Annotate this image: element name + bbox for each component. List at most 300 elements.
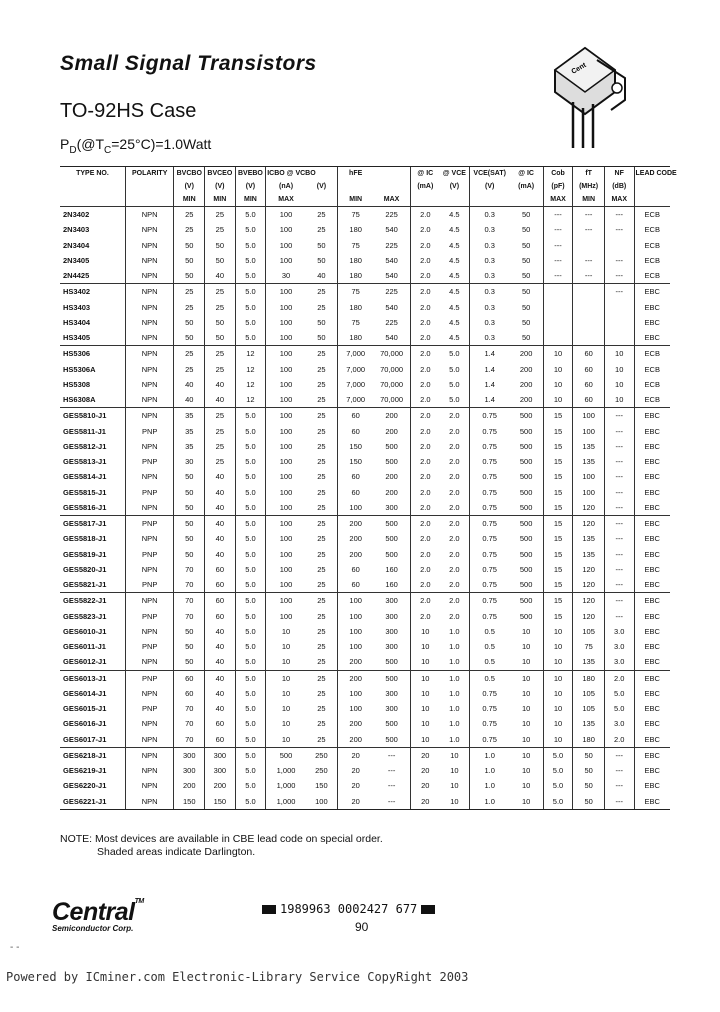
table-cell: 200	[174, 778, 205, 793]
table-cell: EBC	[634, 670, 670, 686]
table-cell: 0.75	[469, 408, 509, 424]
table-cell: 60	[205, 609, 236, 624]
table-cell: 0.75	[469, 686, 509, 701]
table-cell	[543, 315, 573, 330]
table-cell: 1.0	[469, 794, 509, 810]
spec-table	[60, 166, 677, 810]
table-cell: 5.0	[235, 763, 266, 778]
table-cell: 100	[266, 609, 306, 624]
table-cell: 100	[337, 686, 373, 701]
table-cell: 300	[385, 688, 398, 698]
table-cell: 5.0	[449, 379, 460, 389]
table-cell: 135	[573, 531, 605, 546]
table-cell: 2.0	[449, 502, 460, 512]
table-cell: 50	[174, 639, 205, 654]
table-cell: 15	[543, 609, 573, 624]
type-number-cell: 2N4425	[63, 271, 90, 281]
table-cell: 2.0	[410, 300, 440, 315]
table-cell: 1.4	[469, 392, 509, 408]
table-cell: 5.0	[235, 562, 266, 577]
table-cell: 50	[174, 547, 205, 562]
table-cell: 50	[573, 794, 605, 810]
table-cell: 2.0	[449, 611, 460, 621]
table-cell: 60	[573, 346, 605, 362]
table-cell: 0.75	[469, 439, 509, 454]
table-cell: 7,000	[337, 362, 373, 377]
table-cell: 50	[174, 516, 205, 532]
type-number-cell: GES6015-J1	[63, 704, 107, 714]
table-cell: 70	[174, 716, 205, 731]
table-cell: PNP	[125, 424, 174, 439]
header-cell	[410, 193, 440, 207]
table-cell: EBC	[634, 701, 670, 716]
table-cell: 25	[317, 441, 326, 451]
table-cell: 25	[174, 207, 205, 223]
table-cell: 200	[373, 408, 410, 424]
header-cell: (nA)	[266, 180, 306, 193]
table-cell: ---	[604, 439, 634, 454]
table-cell: 5.0	[604, 701, 634, 716]
table-cell: 5.0	[440, 346, 470, 362]
table-cell: 25	[317, 642, 326, 652]
table-cell: 5.0	[235, 485, 266, 500]
table-cell: 5.0	[235, 686, 266, 701]
table-row	[60, 408, 670, 424]
table-cell: 200	[385, 472, 398, 482]
table-cell: ---	[604, 408, 634, 424]
table-cell: 500	[519, 426, 533, 436]
table-cell: 75	[337, 284, 373, 300]
table-cell: 300	[385, 642, 398, 652]
table-cell: 10	[450, 766, 459, 776]
table-cell: 2.0	[410, 238, 440, 253]
header-cell: @ VCE	[440, 167, 470, 181]
table-row	[60, 238, 670, 253]
table-cell: 1.4	[469, 362, 509, 377]
table-cell: 100	[266, 207, 306, 223]
table-cell: ---	[604, 747, 634, 763]
table-cell: 10	[543, 732, 573, 748]
header-cell	[125, 193, 174, 207]
table-cell: ---	[573, 222, 605, 237]
header-cell: Cob	[543, 167, 573, 181]
table-cell: 70,000	[380, 379, 404, 389]
table-cell: 180	[337, 222, 373, 237]
table-cell: 5.0	[449, 364, 460, 374]
table-cell: NPN	[125, 686, 174, 701]
table-cell: EBC	[634, 763, 670, 778]
table-cell: 300	[373, 593, 410, 609]
table-cell: 10	[266, 624, 306, 639]
table-cell: ---	[604, 562, 634, 577]
table-cell: EBC	[634, 624, 670, 639]
table-cell: 2.0	[449, 441, 460, 451]
type-number-cell: GES5818-J1	[63, 534, 107, 544]
table-cell: 50	[521, 271, 531, 281]
table-cell: NPN	[125, 469, 174, 484]
header-cell: MIN	[205, 193, 236, 207]
table-cell: 3.0	[604, 639, 634, 654]
table-cell: ---	[604, 531, 634, 546]
table-cell: 300	[385, 611, 398, 621]
table-cell: 200	[519, 395, 533, 405]
table-cell: 10	[543, 654, 573, 670]
table-cell: 2.0	[410, 207, 440, 223]
table-cell: 100	[266, 485, 306, 500]
table-cell: 40	[205, 485, 236, 500]
table-cell: 50	[205, 253, 236, 268]
table-cell: 50	[521, 225, 531, 235]
table-cell: ECB	[634, 207, 670, 223]
table-cell: 10	[410, 624, 440, 639]
header-cell: MAX	[543, 193, 573, 207]
table-cell: 5.0	[235, 593, 266, 609]
spec-table-body	[60, 207, 670, 810]
header-cell: @ IC	[410, 167, 440, 181]
table-cell: 50	[573, 763, 605, 778]
table-cell: 100	[266, 238, 306, 253]
table-cell: 60	[337, 408, 373, 424]
table-cell: 50	[174, 654, 205, 670]
table-cell: 50	[317, 333, 326, 343]
table-cell: 2.0	[604, 732, 634, 748]
table-cell: 50	[174, 315, 205, 330]
table-cell: EBC	[634, 639, 670, 654]
barcode-block-right	[421, 905, 435, 914]
table-cell: 0.75	[469, 547, 509, 562]
table-cell: NPN	[125, 716, 174, 731]
table-cell: 200	[519, 364, 533, 374]
table-cell: ---	[604, 485, 634, 500]
table-cell: 10	[509, 747, 543, 763]
type-number-cell: GES5820-J1	[63, 564, 107, 574]
table-cell: 300	[174, 763, 205, 778]
header-cell: POLARITY	[125, 167, 174, 181]
table-cell: 10	[410, 686, 440, 701]
table-cell: EBC	[634, 686, 670, 701]
table-cell: NPN	[125, 500, 174, 516]
table-cell	[573, 238, 605, 253]
table-cell: 180	[337, 330, 373, 346]
table-cell: 100	[573, 469, 605, 484]
table-cell: 1.0	[440, 670, 470, 686]
table-cell: 25	[317, 611, 326, 621]
table-cell: 15	[543, 408, 573, 424]
header-cell: fT	[573, 167, 605, 181]
table-cell: 70,000	[373, 346, 410, 362]
type-number-cell: GES5810-J1	[60, 408, 125, 424]
type-number-cell: GES6016-J1	[63, 719, 107, 729]
table-cell: 500	[519, 564, 533, 574]
table-cell: 100	[266, 547, 306, 562]
table-cell: 25	[174, 222, 205, 237]
table-cell: 300	[205, 763, 236, 778]
table-cell: 7,000	[337, 346, 373, 362]
table-cell: 2.0	[440, 516, 470, 532]
table-cell: 0.75	[469, 531, 509, 546]
table-cell: 100	[266, 516, 306, 532]
table-cell: 50	[205, 315, 236, 330]
table-cell	[604, 300, 634, 315]
table-cell: EBC	[634, 485, 670, 500]
table-cell: 0.3	[469, 268, 509, 284]
table-cell: EBC	[634, 716, 670, 731]
table-cell: 100	[337, 639, 373, 654]
table-cell: ---	[604, 500, 634, 516]
margin-mark: - -	[10, 942, 20, 953]
table-cell: 100	[266, 284, 306, 300]
table-cell: 50	[521, 255, 531, 265]
type-number-cell: GES6012-J1	[63, 657, 107, 667]
table-cell: ECB	[634, 268, 670, 284]
table-cell: 12	[235, 362, 266, 377]
header-row-1	[60, 167, 670, 181]
table-cell: 15	[543, 424, 573, 439]
table-cell: 25	[317, 734, 326, 744]
table-cell: 200	[385, 487, 398, 497]
table-cell: NPN	[125, 222, 174, 237]
table-cell: 40	[205, 654, 236, 670]
table-cell: 5.0	[235, 253, 266, 268]
table-cell: 250	[315, 766, 328, 776]
type-number-cell: GES5822-J1	[60, 593, 125, 609]
header-cell: (MHz)	[573, 180, 605, 193]
table-cell	[573, 284, 605, 300]
table-row	[60, 222, 670, 237]
header-cell: LEAD CODE	[634, 167, 670, 181]
table-cell: 50	[174, 531, 205, 546]
table-cell: 12	[235, 346, 266, 362]
table-cell: ECB	[634, 377, 670, 392]
type-number-cell: 2N3402	[60, 207, 125, 223]
table-cell: PNP	[125, 701, 174, 716]
table-cell: PNP	[125, 547, 174, 562]
table-cell: 10	[266, 654, 306, 670]
table-cell: 25	[174, 346, 205, 362]
header-cell: hFE	[337, 167, 373, 181]
table-cell: 500	[519, 472, 533, 482]
table-cell: 100	[266, 222, 306, 237]
table-cell: 10	[410, 732, 440, 748]
table-cell: 20	[410, 763, 440, 778]
table-cell: 4.5	[449, 225, 460, 235]
table-cell: 40	[205, 624, 236, 639]
table-cell: 200	[337, 531, 373, 546]
header-cell: (mA)	[518, 183, 535, 190]
header-cell: MIN	[337, 193, 373, 207]
table-cell: 15	[543, 469, 573, 484]
table-cell: 60	[337, 577, 373, 593]
table-cell: 5.0	[235, 531, 266, 546]
table-cell: 15	[543, 562, 573, 577]
header-cell: MIN	[235, 193, 266, 207]
table-cell: 100	[266, 408, 306, 424]
table-cell: 540	[385, 333, 398, 343]
table-cell: 5.0	[235, 222, 266, 237]
table-cell: ---	[543, 222, 573, 237]
table-cell: 75	[337, 315, 373, 330]
table-cell: 50	[205, 330, 236, 346]
table-cell: 500	[373, 670, 410, 686]
table-cell: 35	[174, 408, 205, 424]
table-cell: NPN	[125, 778, 174, 793]
table-cell: 10	[543, 392, 573, 408]
table-cell: 100	[266, 439, 306, 454]
table-cell: 5.0	[235, 330, 266, 346]
table-cell: 100	[573, 424, 605, 439]
table-cell: 50	[317, 255, 326, 265]
table-cell: 2.0	[410, 609, 440, 624]
table-cell: 25	[205, 408, 236, 424]
header-cell: BVEBO	[235, 167, 266, 181]
table-row	[60, 346, 670, 362]
table-cell: 50	[174, 253, 205, 268]
header-row-minmax	[60, 193, 670, 207]
table-cell: 40	[205, 639, 236, 654]
table-cell: 25	[317, 472, 326, 482]
table-cell: EBC	[634, 562, 670, 577]
brand-sub: Semiconductor Corp.	[52, 924, 134, 933]
table-row	[60, 624, 670, 639]
central-logo	[52, 898, 144, 933]
type-number-cell: GES5814-J1	[63, 472, 107, 482]
table-cell: 60	[573, 392, 605, 408]
table-cell: NPN	[125, 253, 174, 268]
table-cell: 2.0	[449, 549, 460, 559]
table-cell: 25	[205, 454, 236, 469]
table-cell: 2.0	[410, 268, 440, 284]
header-cell: TYPE NO.	[60, 167, 125, 181]
table-cell: 500	[385, 719, 398, 729]
table-cell: 25	[174, 362, 205, 377]
table-cell: EBC	[634, 284, 670, 300]
table-cell: 300	[174, 747, 205, 763]
table-cell: 25	[317, 457, 326, 467]
table-cell: 1.0	[469, 763, 509, 778]
table-cell: 25	[205, 439, 236, 454]
table-cell: 5.0	[235, 300, 266, 315]
table-cell: 7,000	[337, 377, 373, 392]
table-cell: ---	[543, 207, 573, 223]
table-cell: 25	[317, 626, 326, 636]
table-cell: 25	[205, 222, 236, 237]
header-cell	[125, 180, 174, 193]
table-cell: 10	[266, 686, 306, 701]
table-cell: 100	[266, 562, 306, 577]
table-cell: 500	[385, 734, 398, 744]
table-cell: 10	[543, 624, 573, 639]
table-cell: 500	[509, 593, 543, 609]
table-cell: 50	[174, 238, 205, 253]
table-cell: 20	[337, 763, 373, 778]
table-cell: NPN	[125, 439, 174, 454]
table-cell: NPN	[125, 562, 174, 577]
table-cell: 5.0	[235, 654, 266, 670]
table-cell: NPN	[125, 330, 174, 346]
table-cell: 300	[205, 747, 236, 763]
brand-name: Central	[52, 898, 135, 926]
table-cell: 120	[573, 562, 605, 577]
table-cell: 25	[317, 688, 326, 698]
table-cell: EBC	[634, 794, 670, 810]
table-cell: 10	[543, 639, 573, 654]
table-cell	[604, 315, 634, 330]
table-cell: 2.0	[410, 469, 440, 484]
table-cell: ---	[604, 424, 634, 439]
table-cell: 25	[205, 346, 236, 362]
table-cell: 25	[317, 487, 326, 497]
table-cell: 135	[573, 454, 605, 469]
table-cell: 100	[306, 794, 338, 810]
type-number-cell: GES6017-J1	[63, 734, 107, 744]
table-cell	[573, 300, 605, 315]
table-cell: 5.0	[235, 547, 266, 562]
table-cell: 100	[266, 454, 306, 469]
table-cell: 60	[205, 562, 236, 577]
table-cell: 10	[266, 639, 306, 654]
header-cell: VCE(SAT)	[469, 167, 509, 181]
table-cell: 5.0	[235, 238, 266, 253]
table-cell: 35	[174, 439, 205, 454]
table-cell: 100	[266, 315, 306, 330]
table-cell: 1.0	[449, 734, 460, 744]
table-cell: 10	[543, 377, 573, 392]
table-cell: 25	[317, 302, 326, 312]
table-cell: 10	[604, 377, 634, 392]
table-cell: ECB	[634, 392, 670, 408]
table-row	[60, 609, 670, 624]
table-cell: 2.0	[449, 564, 460, 574]
header-cell: (dB)	[604, 180, 634, 193]
table-cell: 0.75	[469, 593, 509, 609]
table-cell: 25	[317, 225, 326, 235]
table-cell: ---	[604, 593, 634, 609]
type-number-cell: HS5306A	[63, 364, 96, 374]
table-cell: 100	[266, 362, 306, 377]
table-cell: 12	[235, 392, 266, 408]
table-cell: 50	[521, 302, 531, 312]
table-cell: 0.75	[469, 424, 509, 439]
table-cell: 225	[373, 207, 410, 223]
table-row	[60, 547, 670, 562]
table-cell: 4.5	[449, 271, 460, 281]
table-row	[60, 300, 670, 315]
table-cell: 1,000	[266, 794, 306, 810]
table-cell: 25	[306, 516, 338, 532]
table-cell: 180	[337, 300, 373, 315]
table-cell: 0.5	[469, 670, 509, 686]
table-cell: 10	[440, 747, 470, 763]
table-cell: 25	[306, 284, 338, 300]
table-cell: 120	[573, 500, 605, 516]
table-cell: ---	[604, 577, 634, 593]
table-cell: 500	[519, 502, 533, 512]
table-cell: 540	[385, 302, 398, 312]
table-cell: 60	[205, 732, 236, 748]
table-cell: 30	[266, 268, 306, 284]
table-cell: 5.0	[604, 686, 634, 701]
table-cell: EBC	[634, 593, 670, 609]
type-number-cell: GES5823-J1	[63, 611, 107, 621]
table-cell: 5.0	[543, 763, 573, 778]
table-cell: 180	[337, 253, 373, 268]
table-cell: 5.0	[543, 747, 573, 763]
table-cell: ECB	[634, 362, 670, 377]
table-cell: 70	[174, 577, 205, 593]
table-cell: EBC	[634, 577, 670, 593]
table-cell: 0.75	[469, 500, 509, 516]
table-cell: 10	[543, 686, 573, 701]
